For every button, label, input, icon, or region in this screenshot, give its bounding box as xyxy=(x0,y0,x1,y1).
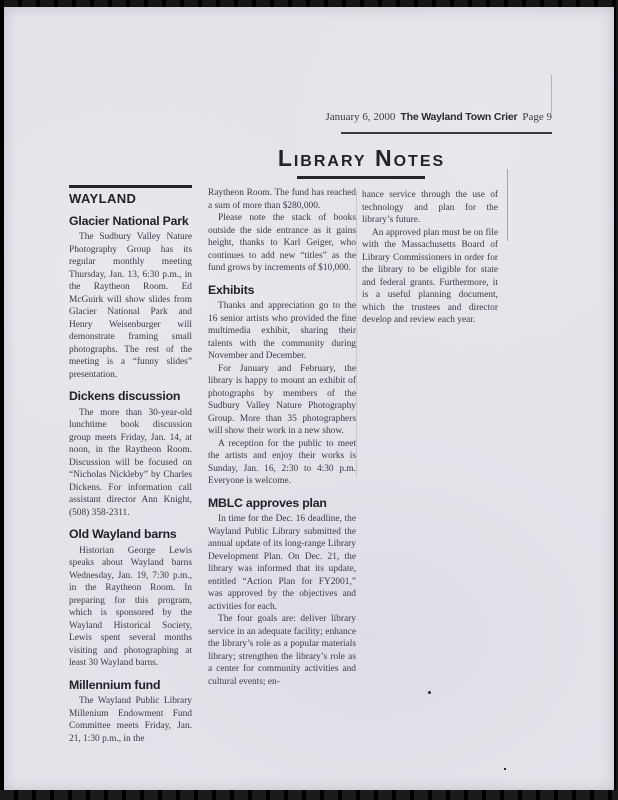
masthead-page-number: Page 9 xyxy=(522,111,552,123)
article-paragraph: Please note the stack of books outside the side entrance as it gains height, thanks to Karl Geiger, who continues to add new “titles” as the fund grows by increments of $10,000. xyxy=(208,213,356,273)
article-heading: Millennium fund xyxy=(69,677,161,692)
section-kicker: WAYLAND xyxy=(69,185,192,206)
paper-crease xyxy=(551,75,552,113)
scanner-edge-strip xyxy=(0,790,618,800)
article-paragraph: In time for the Dec. 16 deadline, the Wayland Public Library submitted the annual update of its long-range Library Development Plan. On Dec. 21, the library was informed that its update, entitled “Action Plan for FY2001,” was approved by the objectives and activities for each. xyxy=(208,514,356,612)
article-paragraph: Historian George Lewis speaks about Wayland barns Wednesday, Jan. 19, 7:30 p.m., in the Raytheon Room. In preparing for this program, which is sponsored by the Wayland Historical Society, Lewis spent several months visiting and photographing at least 30 Wayland barns. xyxy=(69,545,192,668)
masthead-date: January 6, 2000 xyxy=(325,111,396,123)
article-paragraph: hance service through the use of technology and plan for the library’s future. xyxy=(362,190,498,225)
article-paragraph: An approved plan must be on file with the Massachusetts Board of Library Commissioners in order for the library to be eligible for state and federal grants. Furthermore, it is a useful planning document, which the trustees and director develop and review each year. xyxy=(362,227,498,325)
column-middle xyxy=(208,187,356,687)
scan-speck xyxy=(504,768,506,770)
article-paragraph: For January and February, the library is happy to mount an exhibit of photographs by members of the Sudbury Valley Nature Photography Group. More than 35 photographers will show their work in a new show. xyxy=(208,363,356,436)
article-paragraph: The Sudbury Valley Nature Photography Group has its regular monthly meeting Thursday, Jan. 13, 6:30 p.m., in the Raytheon Room. Ed McGuirk will show slides from Glacier National Park and Henry Weisenburger will demonstrate framing small photographs. The rest of the meeting is a “funny slides” presentation. xyxy=(69,232,192,380)
article-heading: Exhibits xyxy=(208,282,255,297)
article-heading: Old Wayland barns xyxy=(69,527,177,541)
article-heading: MBLC approves plan xyxy=(208,495,327,510)
article-paragraph: Raytheon Room. The fund has reached a sum of more than $280,000. xyxy=(208,188,356,211)
scan-speck xyxy=(428,691,431,694)
article-paragraph: A reception for the public to meet the artists and enjoy their works is Sunday, Jan. 16, 2:30 to 4:30 p.m. Everyone is welcome. xyxy=(208,438,356,486)
article-heading: Glacier National Park xyxy=(69,213,189,228)
paper-crease xyxy=(507,169,508,241)
article-paragraph: Thanks and appreciation go to the 16 senior artists who provided the fine multimedia exhibit, sharing their talents with the community during November and December. xyxy=(208,301,356,361)
masthead-paper-name: The Wayland Town Crier xyxy=(400,111,518,123)
page-title: Library Notes xyxy=(277,145,446,171)
masthead xyxy=(325,111,552,123)
masthead-rule xyxy=(341,132,552,134)
newspaper-clipping xyxy=(4,7,614,791)
article-paragraph: The Wayland Public Library Millenium Endowment Fund Committee meets Friday, Jan. 21, 1:30 p.m., in the xyxy=(69,696,192,744)
article-paragraph: The four goals are: deliver library service in an adequate facility; enhance the library’s role as a popular materials library; strengthen the library’s role as a center for community activities and cultural events; en- xyxy=(208,614,356,687)
article-paragraph: The more than 30-year-old lunchtime book discussion group meets Friday, Jan. 14, at noon, in the Raytheon Room. Discussion will be focused on “Nicholas Nickleby” by Charles Dickens. For information call assistant director Ann Knight, (508) 358-2311. xyxy=(69,407,192,518)
column-left xyxy=(69,185,192,744)
column-gutter-line xyxy=(356,191,357,477)
title-underline xyxy=(297,176,425,179)
column-right xyxy=(362,189,498,409)
article-heading: Dickens discussion xyxy=(69,389,181,403)
